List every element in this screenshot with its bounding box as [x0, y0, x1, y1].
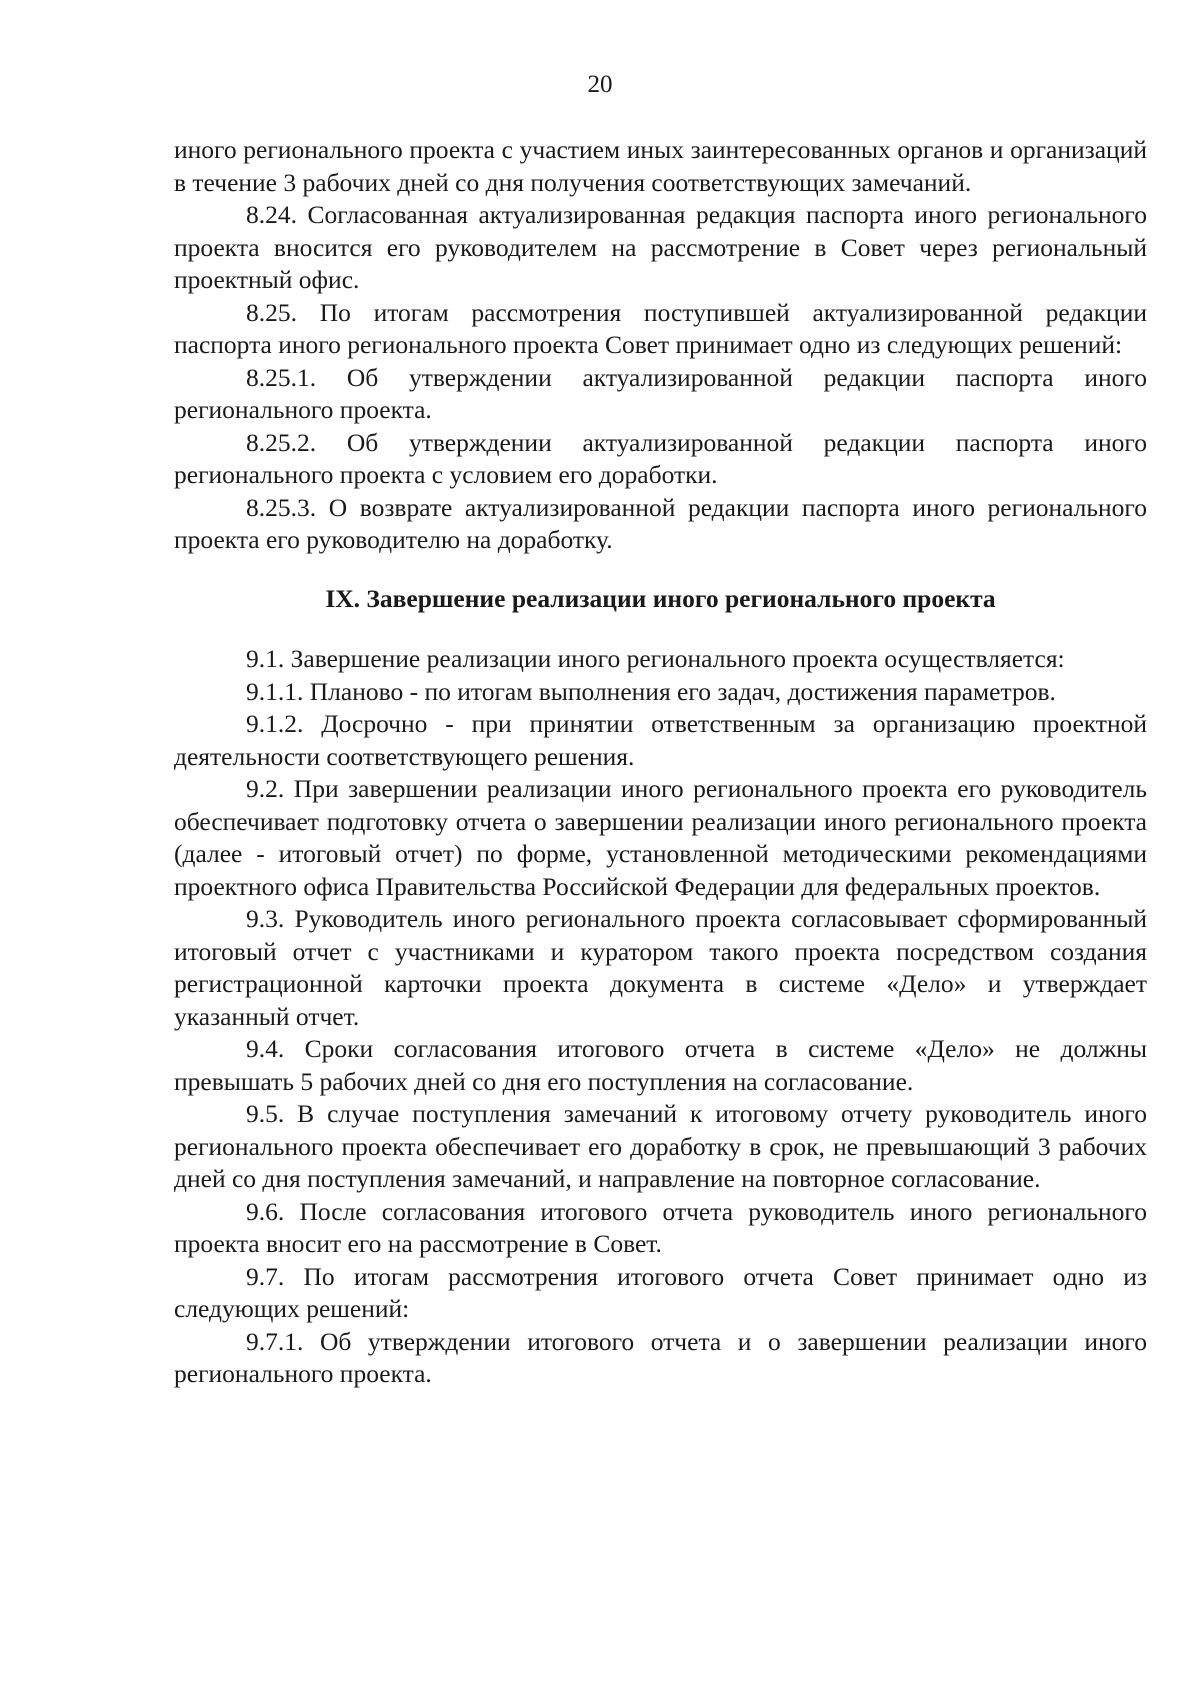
paragraph-9-3: 9.3. Руководитель иного регионального проекта согласовывает сформированный итоговый отчет с участниками и куратором такого проекта посредством создания регистрационной карточки проекта документа в системе «Дело» и утверждает указанный отчет. [174, 904, 1147, 1031]
paragraph-9-2: 9.2. При завершении реализации иного регионального проекта его руководитель обеспечивает подготовку отчета о завершении реализации иного регионального проекта (далее - итоговый отчет) по форме, установленной методическими рекомендациями проектного офиса Правительства Российской Федерации для федеральных проектов. [174, 774, 1147, 901]
paragraph-8-25: 8.25. По итогам рассмотрения поступившей актуализированной редакции паспорта иного регионального проекта Совет принимает одно из следующих решений: [174, 297, 1147, 359]
paragraph-9-1-1: 9.1.1. Планово - по итогам выполнения его задач, достижения параметров. [246, 676, 1056, 706]
paragraph-continuation: иного регионального проекта с участием иных заинтересованных органов и организаций в течение 3 рабочих дней со дня получения соответствующих замечаний. [174, 135, 1147, 197]
paragraph-8-24: 8.24. Согласованная актуализированная редакция паспорта иного регионального проекта вносится его руководителем на рассмотрение в Совет через региональный проектный офис. [174, 200, 1147, 294]
paragraph-9-7-1: 9.7.1. Об утверждении итогового отчета и о завершении реализации иного регионального проекта. [174, 1326, 1147, 1388]
document-body [174, 134, 1147, 1391]
paragraph-9-7: 9.7. По итогам рассмотрения итогового отчета Совет принимает одно из следующих решений: [174, 1261, 1147, 1323]
paragraph-8-25-2: 8.25.2. Об утверждении актуализированной редакции паспорта иного регионального проекта с условием его доработки. [174, 427, 1147, 489]
paragraph-9-6: 9.6. После согласования итогового отчета руководитель иного регионального проекта вносит его на рассмотрение в Совет. [174, 1196, 1147, 1258]
paragraph-9-5: 9.5. В случае поступления замечаний к итоговому отчету руководитель иного регионального проекта обеспечивает его доработку в срок, не превышающий 3 рабочих дней со дня поступления замечаний, и направление на повторное согласование. [174, 1099, 1147, 1193]
paragraph-8-25-3: 8.25.3. О возврате актуализированной редакции паспорта иного регионального проекта его руководителю на доработку. [174, 492, 1147, 554]
paragraph-9-1-2: 9.1.2. Досрочно - при принятии ответственным за организацию проектной деятельности соответствующего решения. [174, 709, 1147, 771]
page-number: 20 [587, 71, 613, 98]
paragraph-8-25-1: 8.25.1. Об утверждении актуализированной редакции паспорта иного регионального проекта. [174, 362, 1147, 424]
paragraph-9-4: 9.4. Сроки согласования итогового отчета в системе «Дело» не должны превышать 5 рабочих дней со дня его поступления на согласование. [174, 1034, 1147, 1096]
section-heading: IX. Завершение реализации иного регионального проекта [325, 583, 996, 613]
paragraph-9-1: 9.1. Завершение реализации иного регионального проекта осуществляется: [246, 644, 1065, 673]
